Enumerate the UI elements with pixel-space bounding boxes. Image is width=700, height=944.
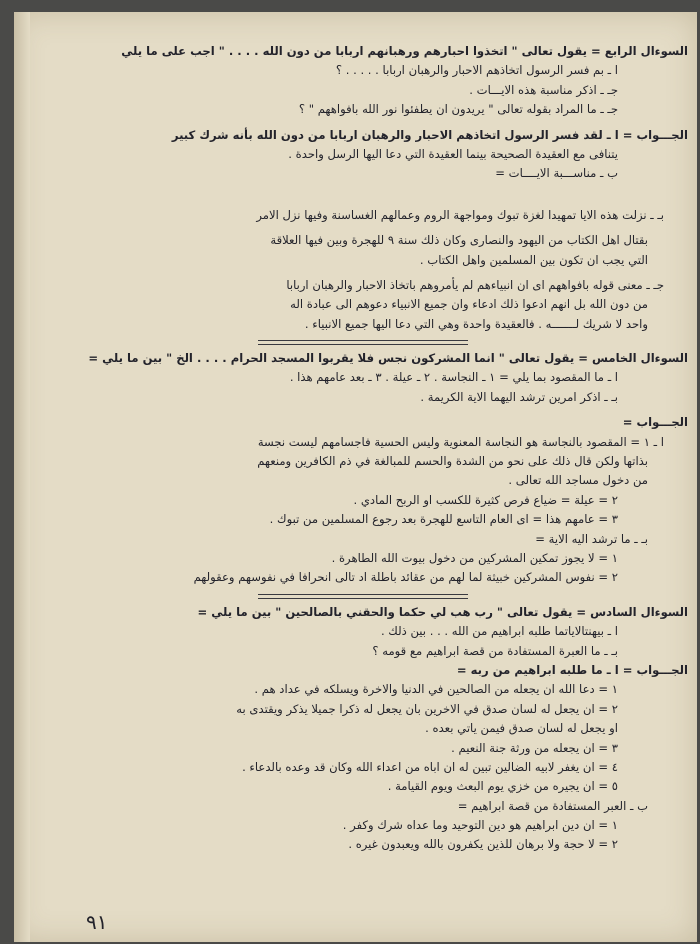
question-5-part-a: ا ـ ما المقصود بما يلي = ١ ـ النجاسة . ٢ ـ عيلة . ٣ ـ بعد عامهم هذا . bbox=[289, 370, 618, 385]
answer-6-line: او يجعل له لسان صدق فيمن ياتي بعده . bbox=[425, 721, 618, 736]
answer-6-heading: الجـــواب = ا ـ ما طلبه ابراهيم من ربه = bbox=[456, 662, 688, 677]
page-number: ٩١ bbox=[86, 910, 108, 934]
section-divider bbox=[258, 594, 468, 599]
answer-4-line: بقتال اهل الكتاب من اليهود والنصارى وكان ذلك سنة ٩ للهجرة وبين فيها العلاقة bbox=[270, 233, 648, 248]
answer-5-line: بذاتها ولكن قال ذلك على نحو من الشدة والحسم للمبالغة في ذم الكافرين ومنعهم bbox=[257, 454, 648, 469]
answer-4-line: يتنافى مع العقيدة الصحيحة بينما العقيدة التي دعا اليها الرسل واحدة . bbox=[288, 146, 618, 161]
question-6-part-b: بـ ـ ما العبرة المستفادة من قصة ابراهيم مع قومه ؟ bbox=[372, 643, 618, 658]
section-divider bbox=[258, 340, 468, 345]
answer-6-line: ٢ = لا حجة ولا برهان للذين يكفرون بالله ويعبدون غيره . bbox=[348, 837, 618, 852]
answer-6-line: ٣ = ان يجعله من ورثة جنة النعيم . bbox=[451, 740, 618, 755]
answer-4-line: بـ ـ نزلت هذه الايا تمهيدا لغزة تبوك ومواجهة الروم وعمالهم الغساسنة وفيها نزل الامر bbox=[256, 207, 664, 222]
answer-5-line: ا ـ ١ = المقصود بالنجاسة هو النجاسة المعنوية وليس الحسية فاجسامهم ليست نجسة bbox=[257, 434, 664, 449]
question-4-part-b: جـ ـ اذكر مناسبة هذه الايـــات . bbox=[469, 82, 618, 97]
page-text bbox=[38, 42, 688, 855]
answer-6-line: ١ = دعا الله ان يجعله من الصالحين في الدنيا والاخرة ويسلكه في عداد هم . bbox=[254, 682, 618, 697]
answer-4-line: التي يجب ان تكون بين المسلمين واهل الكتاب . bbox=[419, 252, 648, 267]
answer-6-line: ٥ = ان يجيره من خزي يوم البعث ويوم القيامة . bbox=[387, 779, 618, 794]
answer-4-line: من دون الله بل انهم ادعوا ذلك ادعاء وان جميع الانبياء دعوهم الى عبادة اله bbox=[290, 297, 648, 312]
page-spine-shadow bbox=[14, 12, 30, 942]
answer-5-line: من دخول مساجد الله تعالى . bbox=[508, 473, 648, 488]
answer-4-heading: الجـــواب = ا ـ لقد فسر الرسول اتخاذهم الاحبار والرهبان اربابا من دون الله بأنه شرك كبير bbox=[171, 127, 688, 142]
question-5-part-b: بـ ـ اذكر امرين ترشد اليهما الاية الكريمة . bbox=[420, 389, 618, 404]
question-4-part-a: ا ـ بم فسر الرسول اتخاذهم الاحبار والرهبان اربابا . . . . . ؟ bbox=[335, 63, 618, 78]
question-4-heading: السوءال الرابع = يقول تعالى " اتخذوا احبارهم ورهبانهم اربابا من دون الله . . . . " اجب على ما يلي bbox=[121, 44, 688, 58]
answer-4-line: ب ـ مناســـبة الايــــات = bbox=[495, 166, 618, 181]
question-5-heading: السوءال الخامس = يقول تعالى " انما المشركون نجس فلا يقربوا المسجد الحرام . . . . الخ " بين ما يلي = bbox=[88, 351, 688, 366]
question-4-part-c: جـ ـ ما المراد بقوله تعالى " يريدون ان يطفئوا نور الله بافواههم " ؟ bbox=[298, 102, 618, 117]
answer-6-line: ٢ = ان يجعل له لسان صدق في الاخرين بان يجعل له ذكرا جميلا يذكر ويقتدى به bbox=[236, 701, 618, 716]
answer-5-heading: الجـــواب = bbox=[622, 415, 688, 430]
book-page bbox=[14, 12, 697, 942]
answer-4-line: جـ ـ معنى قوله بافواههم اى ان انبياءهم لم يأمروهم باتخاذ الاحبار والرهبان اربابا bbox=[286, 277, 664, 292]
answer-5-line: بـ ـ ما ترشد اليه الاية = bbox=[535, 531, 648, 546]
answer-6-line: ٤ = ان يغفر لابيه الضالين تبين له ان اباه من اعداء الله وكان قد وعده بالدعاء . bbox=[242, 759, 618, 774]
answer-5-line: ١ = لا يجوز تمكين المشركين من دخول بيوت الله الطاهرة . bbox=[331, 550, 618, 565]
answer-6-line: ١ = ان دين ابراهيم هو دين التوحيد وما عداه شرك وكفر . bbox=[342, 818, 618, 833]
answer-5-line: ٢ = عيلة = ضياع فرص كثيرة للكسب او الربح المادي . bbox=[353, 492, 618, 507]
answer-5-line: ٢ = نفوس المشركين خبيثة لما لهم من عقائد باطلة اد تالى انحرافا في نفوسهم وعقولهم bbox=[193, 570, 618, 585]
answer-6-line: ب ـ العبر المستفادة من قصة ابراهيم = bbox=[457, 798, 648, 813]
answer-5-line: ٣ = عامهم هذا = اى العام التاسع للهجرة بعد رجوع المسلمين من تبوك . bbox=[269, 512, 618, 527]
question-6-part-a: ا ـ بيهنتالاياتما طلبه ابراهيم من الله . . . بين ذلك . bbox=[380, 624, 618, 639]
question-6-heading: السوءال السادس = يقول تعالى " رب هب لي حكما والحقني بالصالحين " بين ما يلي = bbox=[197, 604, 688, 619]
answer-4-line: واحد لا شريك لـــــــه . فالعقيدة واحدة وهي التي دعا اليها جميع الانبياء . bbox=[304, 316, 648, 331]
